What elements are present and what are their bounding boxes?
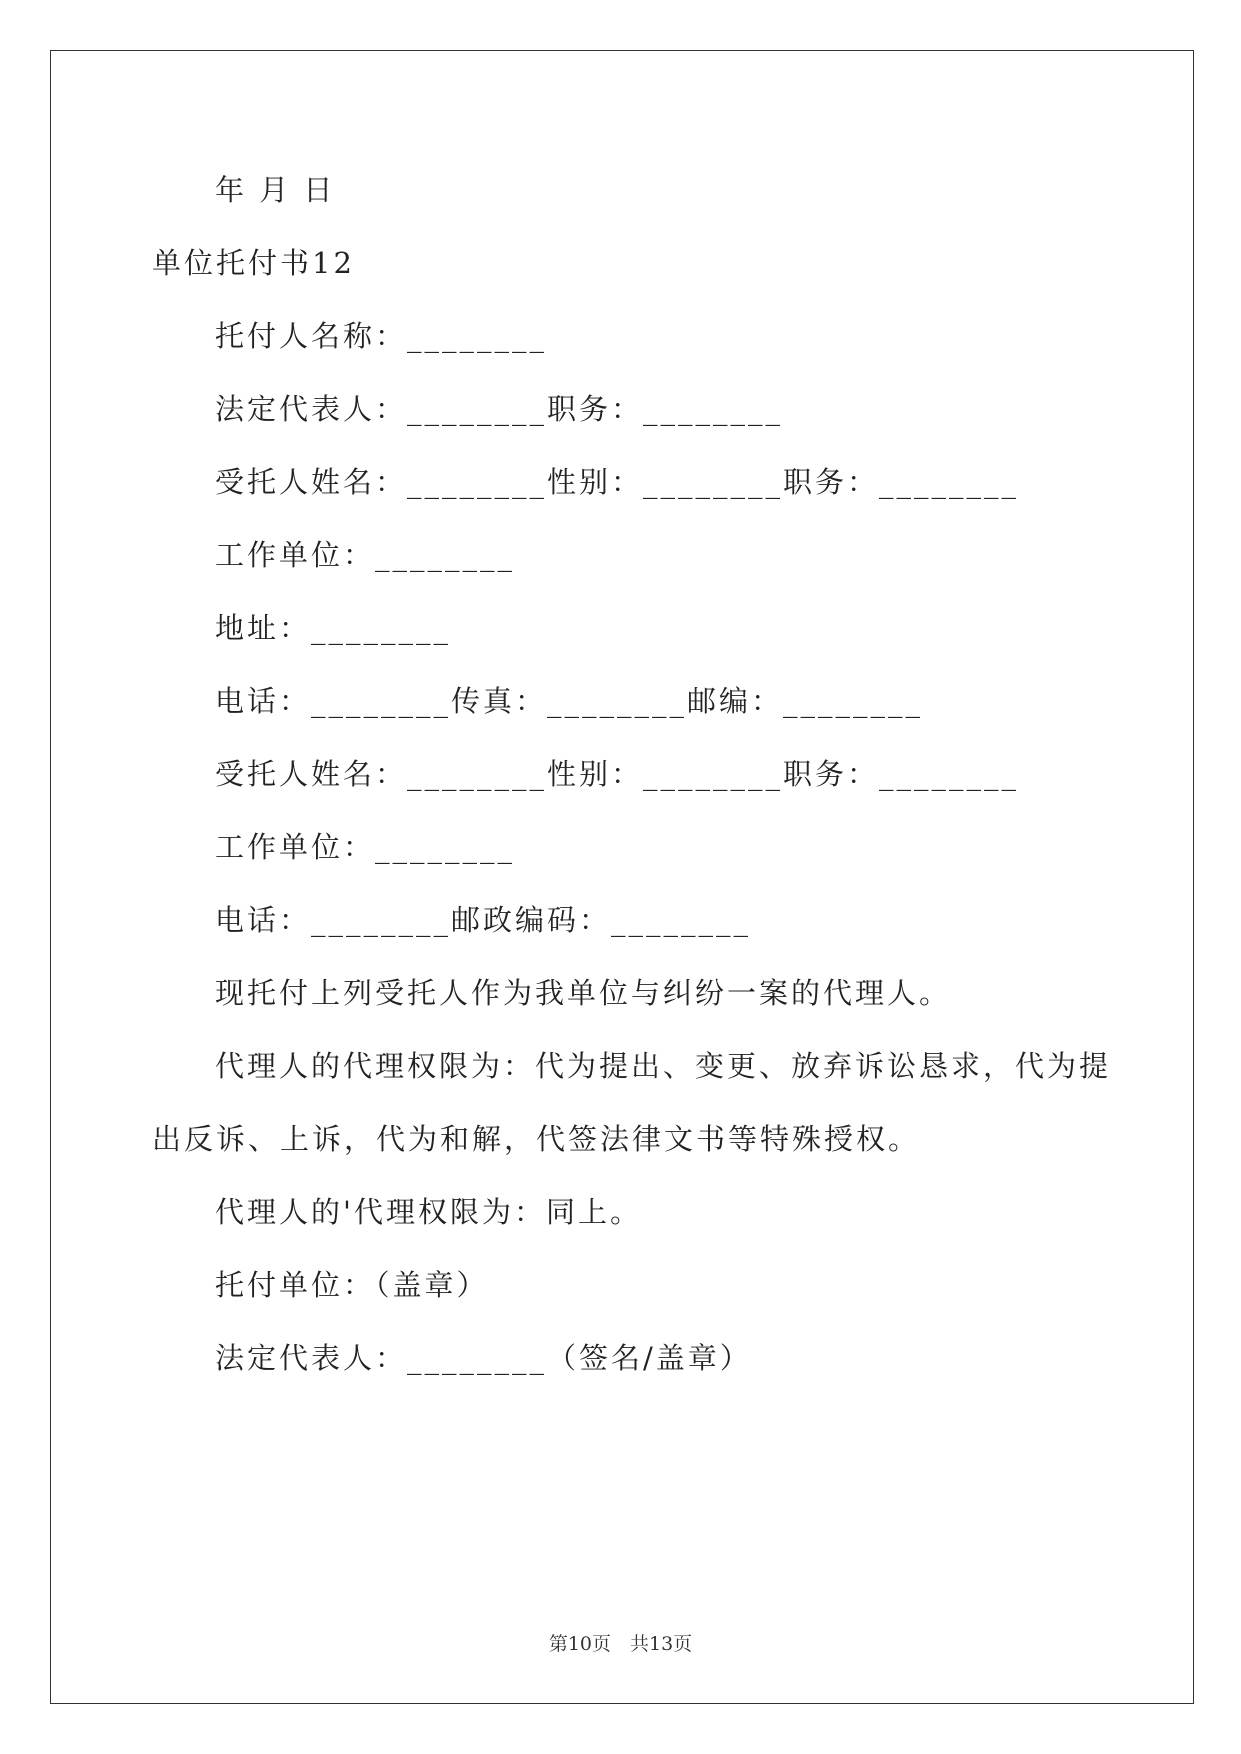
legal-representative-line: 法定代表人：________职务：________ (215, 392, 784, 426)
work-unit-line-2: 工作单位：________ (215, 830, 516, 864)
page-number-footer: 第10页 共13页 (548, 1633, 693, 1655)
contact-line: 电话：________传真：________邮编：________ (215, 684, 924, 718)
authority-line-2: 出反诉、上诉，代为和解，代签法律文书等特殊授权。 (152, 1122, 921, 1156)
document-title: 单位托付书12 (152, 246, 355, 280)
representative-signature-line: 法定代表人：________（签名/盖章） (215, 1341, 752, 1375)
phone-postcode-line: 电话：________邮政编码：________ (215, 903, 752, 937)
authority-line-3: 代理人的'代理权限为：同上。 (215, 1195, 642, 1229)
date-line: 年 月 日 (215, 173, 336, 207)
entrustment-statement: 现托付上列受托人作为我单位与纠纷一案的代理人。 (215, 976, 952, 1010)
principal-name-line: 托付人名称：________ (215, 319, 548, 353)
address-line: 地址：________ (215, 611, 452, 645)
agent-info-line-1: 受托人姓名：________性别：________职务：________ (215, 465, 1020, 499)
agent-info-line-2: 受托人姓名：________性别：________职务：________ (215, 757, 1020, 791)
authority-line-1: 代理人的代理权限为：代为提出、变更、放弃诉讼恳求，代为提 (215, 1049, 1112, 1083)
work-unit-line-1: 工作单位：________ (215, 538, 516, 572)
page-frame (50, 50, 1194, 1704)
principal-seal-line: 托付单位：（盖章） (215, 1268, 489, 1302)
